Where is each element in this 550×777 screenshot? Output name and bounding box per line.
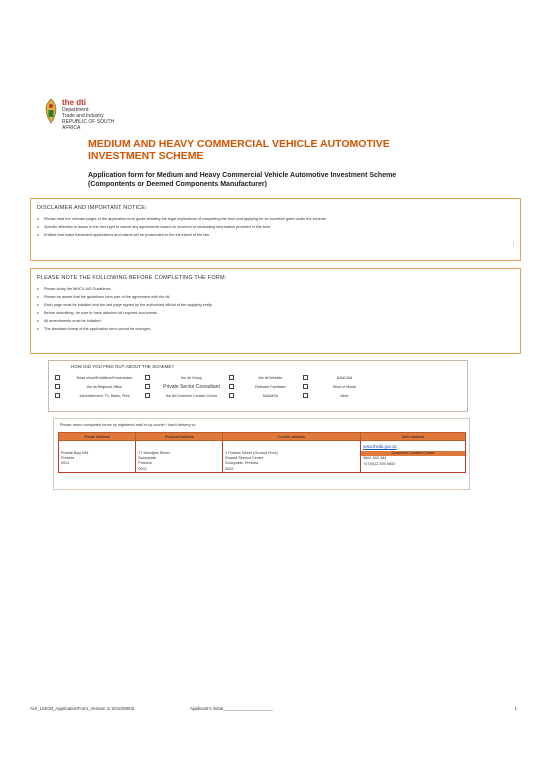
logo-text <box>62 98 124 131</box>
courier-line: Shared Service Centre <box>225 456 264 461</box>
notice-item: o Before submitting, be sure to have attached all required documents. <box>37 311 507 316</box>
notice-item: o Please study the MHCV-AIS Guidelines. <box>37 287 507 292</box>
checkbox[interactable] <box>145 393 150 398</box>
checkbox[interactable] <box>145 375 150 380</box>
empty-cell <box>59 472 136 473</box>
notice-item: o Please be aware that the guidelines form part of the agreement with the dti. <box>37 295 507 300</box>
logo-line3: REPUBLIC OF SOUTH AFRICA <box>62 119 115 131</box>
option-dti-group[interactable] <box>145 374 229 381</box>
notice-item: o The standard format of the application form cannot be changed. <box>37 327 507 332</box>
empty-cell <box>136 472 223 473</box>
contact-phone: +27(0)12 394 9500 <box>363 461 396 466</box>
postal-line: 0001 <box>61 461 70 466</box>
option-label: the dti Customer Contact Centre <box>165 393 218 398</box>
contact-phone: 0861 843 384 <box>363 456 387 461</box>
dti-logo <box>44 98 124 132</box>
document-title: MEDIUM AND HEAVY COMMERCIAL VEHICLE AUTOMOTIVE INVESTMENT SCHEME <box>88 138 390 162</box>
checkbox[interactable] <box>229 393 234 398</box>
physical-line: 0002 <box>138 466 147 471</box>
web-link[interactable]: www.thedti.gov.za <box>363 444 397 449</box>
option-word-of-mouth[interactable] <box>303 383 377 390</box>
option-label: Word of Mouth <box>332 384 357 389</box>
postal-line: Private Bag X84 <box>61 451 89 455</box>
page-number: 1 <box>514 706 517 711</box>
return-section <box>53 418 470 490</box>
disclaimer-list <box>37 217 507 241</box>
checkbox[interactable] <box>229 375 234 380</box>
checkbox[interactable] <box>229 384 234 389</box>
notice-box <box>30 268 521 354</box>
disclaimer-heading: DISCLAIMER AND IMPORTANT NOTICE: <box>37 205 147 211</box>
document-subtitle: Application form for Medium and Heavy Commercial Vehicle Automotive Investment Scheme (Compontents or Deemed Components Manufacturer) <box>88 172 397 188</box>
checkbox[interactable] <box>55 384 60 389</box>
table-row <box>59 441 466 472</box>
disclaimer-item: o Specific attention is drawn to the dti's right to cancel any agreements based on incorrect or misleading information provided in this form. <box>37 225 507 230</box>
logo-line1: Department: <box>62 107 90 113</box>
courier-cell <box>223 441 361 472</box>
disclaimer-item: o Please read the relevant pages of the application form guide detailing the legal implications of completing the form and applying for an incentive grant under the scheme. <box>37 217 507 222</box>
checkbox[interactable] <box>303 375 308 380</box>
option-naamsa[interactable] <box>229 392 303 399</box>
coat-of-arms-icon <box>44 98 58 124</box>
logo-line2: Trade and Industry <box>62 113 104 119</box>
physical-line: Pretoria <box>138 461 152 466</box>
postal-cell <box>59 441 136 472</box>
checkbox[interactable] <box>55 375 60 380</box>
empty-cell <box>223 472 361 473</box>
footer-initial: Applicant's initial____________________ <box>190 706 274 711</box>
footer-version: AIS_LMCM_ApplicationForm_Version 1/ 2010/08/02 <box>30 706 135 711</box>
option-roadshow[interactable] <box>55 374 145 381</box>
option-dti-website[interactable] <box>229 374 303 381</box>
return-instructions: Please return completed forms by registered mail or by courier / hand delivery to: <box>60 423 196 427</box>
option-label: Road show/Exhibition/Presentation <box>76 375 133 380</box>
option-other[interactable] <box>303 392 377 399</box>
option-private-consultant[interactable] <box>145 383 229 390</box>
option-label: the dti Regional Office <box>86 384 123 389</box>
logo-brand: the dti <box>62 98 86 107</box>
option-advertisement[interactable] <box>55 392 145 399</box>
header-web: Web address <box>361 433 466 441</box>
postal-line: Pretoria <box>61 456 75 461</box>
empty-cell <box>361 472 466 473</box>
option-label: other <box>340 393 349 398</box>
option-label: the dti Website <box>258 375 283 380</box>
header-physical: Physical Address <box>136 433 223 441</box>
option-naacam[interactable] <box>303 374 377 381</box>
checkbox[interactable] <box>303 384 308 389</box>
header-postal: Postal Address <box>59 433 136 441</box>
option-label: Relevant Facilitator <box>255 384 286 389</box>
courier-line: 1 Fosters Street (Ground Floor) <box>225 451 279 455</box>
option-label: NAAMSA <box>262 393 279 398</box>
notice-heading: PLEASE NOTE THE FOLLOWING BEFORE COMPLETING THE FORM: <box>37 275 227 281</box>
checkbox[interactable] <box>145 384 150 389</box>
physical-cell <box>136 441 223 472</box>
physical-line: Sunnyside <box>138 456 156 461</box>
disclaimer-item: o Entities that make fraudulent applications and claims will be prosecuted to the full extent of the law. <box>37 233 507 238</box>
option-label: the dti Group <box>181 375 202 380</box>
checkbox[interactable] <box>303 393 308 398</box>
notice-list <box>37 287 507 335</box>
disclaimer-box <box>30 198 521 261</box>
find-out-heading: HOW DID YOU FIND OUT ABOUT THE SCHEME? <box>71 364 174 369</box>
find-out-section <box>48 360 468 412</box>
option-label: NAACAM <box>336 375 353 380</box>
find-out-options <box>55 374 463 399</box>
text-cursor-mark: | <box>512 241 514 247</box>
option-label: Advertisement: TV, Radio, Print <box>79 393 130 398</box>
option-label: Private Sector Consultant <box>163 383 220 390</box>
table-row <box>59 472 466 473</box>
physical-line: 77 Meintjies Street <box>138 451 170 455</box>
courier-line: Sunnyside, Pretoria <box>225 461 259 466</box>
courier-line: 0002 <box>225 466 234 471</box>
header-courier: Courier address <box>223 433 361 441</box>
checkbox[interactable] <box>55 393 60 398</box>
address-table <box>58 432 466 473</box>
notice-item: o Each page must be initialled and the last page signed by the authorised official of the applying entity. <box>37 303 507 308</box>
option-regional-office[interactable] <box>55 383 145 390</box>
web-cell <box>361 441 466 472</box>
option-relevant-facilitator[interactable] <box>229 383 303 390</box>
option-contact-centre[interactable] <box>145 392 229 399</box>
contact-centre-heading: Customer Contact Centre <box>361 451 465 456</box>
table-header-row <box>59 433 466 441</box>
notice-item: o All amendments must be initialled. <box>37 319 507 324</box>
